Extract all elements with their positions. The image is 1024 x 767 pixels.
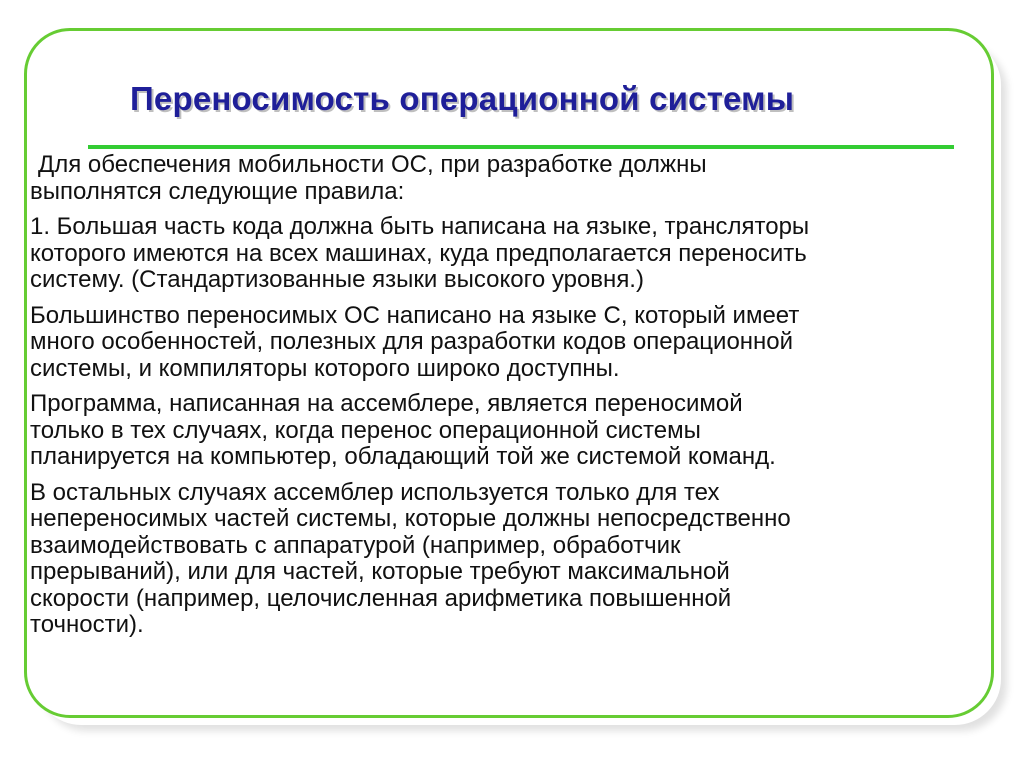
- title-underline: [88, 145, 954, 149]
- paragraph-c-language: Большинство переносимых ОС написано на языке С, который имеет много особенностей, полезных для разработки кодов операционной системы, и компиляторы которого широко доступны.: [30, 301, 800, 382]
- slide-title: Переносимость операционной системы: [130, 80, 795, 117]
- paragraph-other-cases: В остальных случаях ассемблер используется только для тех непереносимых частей системы, которые должны непосредственно взаимодействовать с аппаратурой (например, обработчик прерываний), или для частей, которые требуют максимальной скорости (например, целочисленная арифметика повышенной точности).: [30, 478, 791, 638]
- paragraph-assembler: Программа, написанная на ассемблере, является переносимой только в тех случаях, когда перенос операционной системы планируется на компьютер, обладающий той же системой команд.: [30, 390, 776, 470]
- paragraph-intro: Для обеспечения мобильности ОС, при разработке должны выполнятся следующие правила:: [30, 151, 707, 205]
- slide-body: [30, 152, 970, 648]
- paragraph-rule-1: 1. Большая часть кода должна быть написана на языке, трансляторы которого имеются на всех машинах, куда предполагается переносить систему. (Стандартизованные языки высокого уровня.): [30, 213, 810, 293]
